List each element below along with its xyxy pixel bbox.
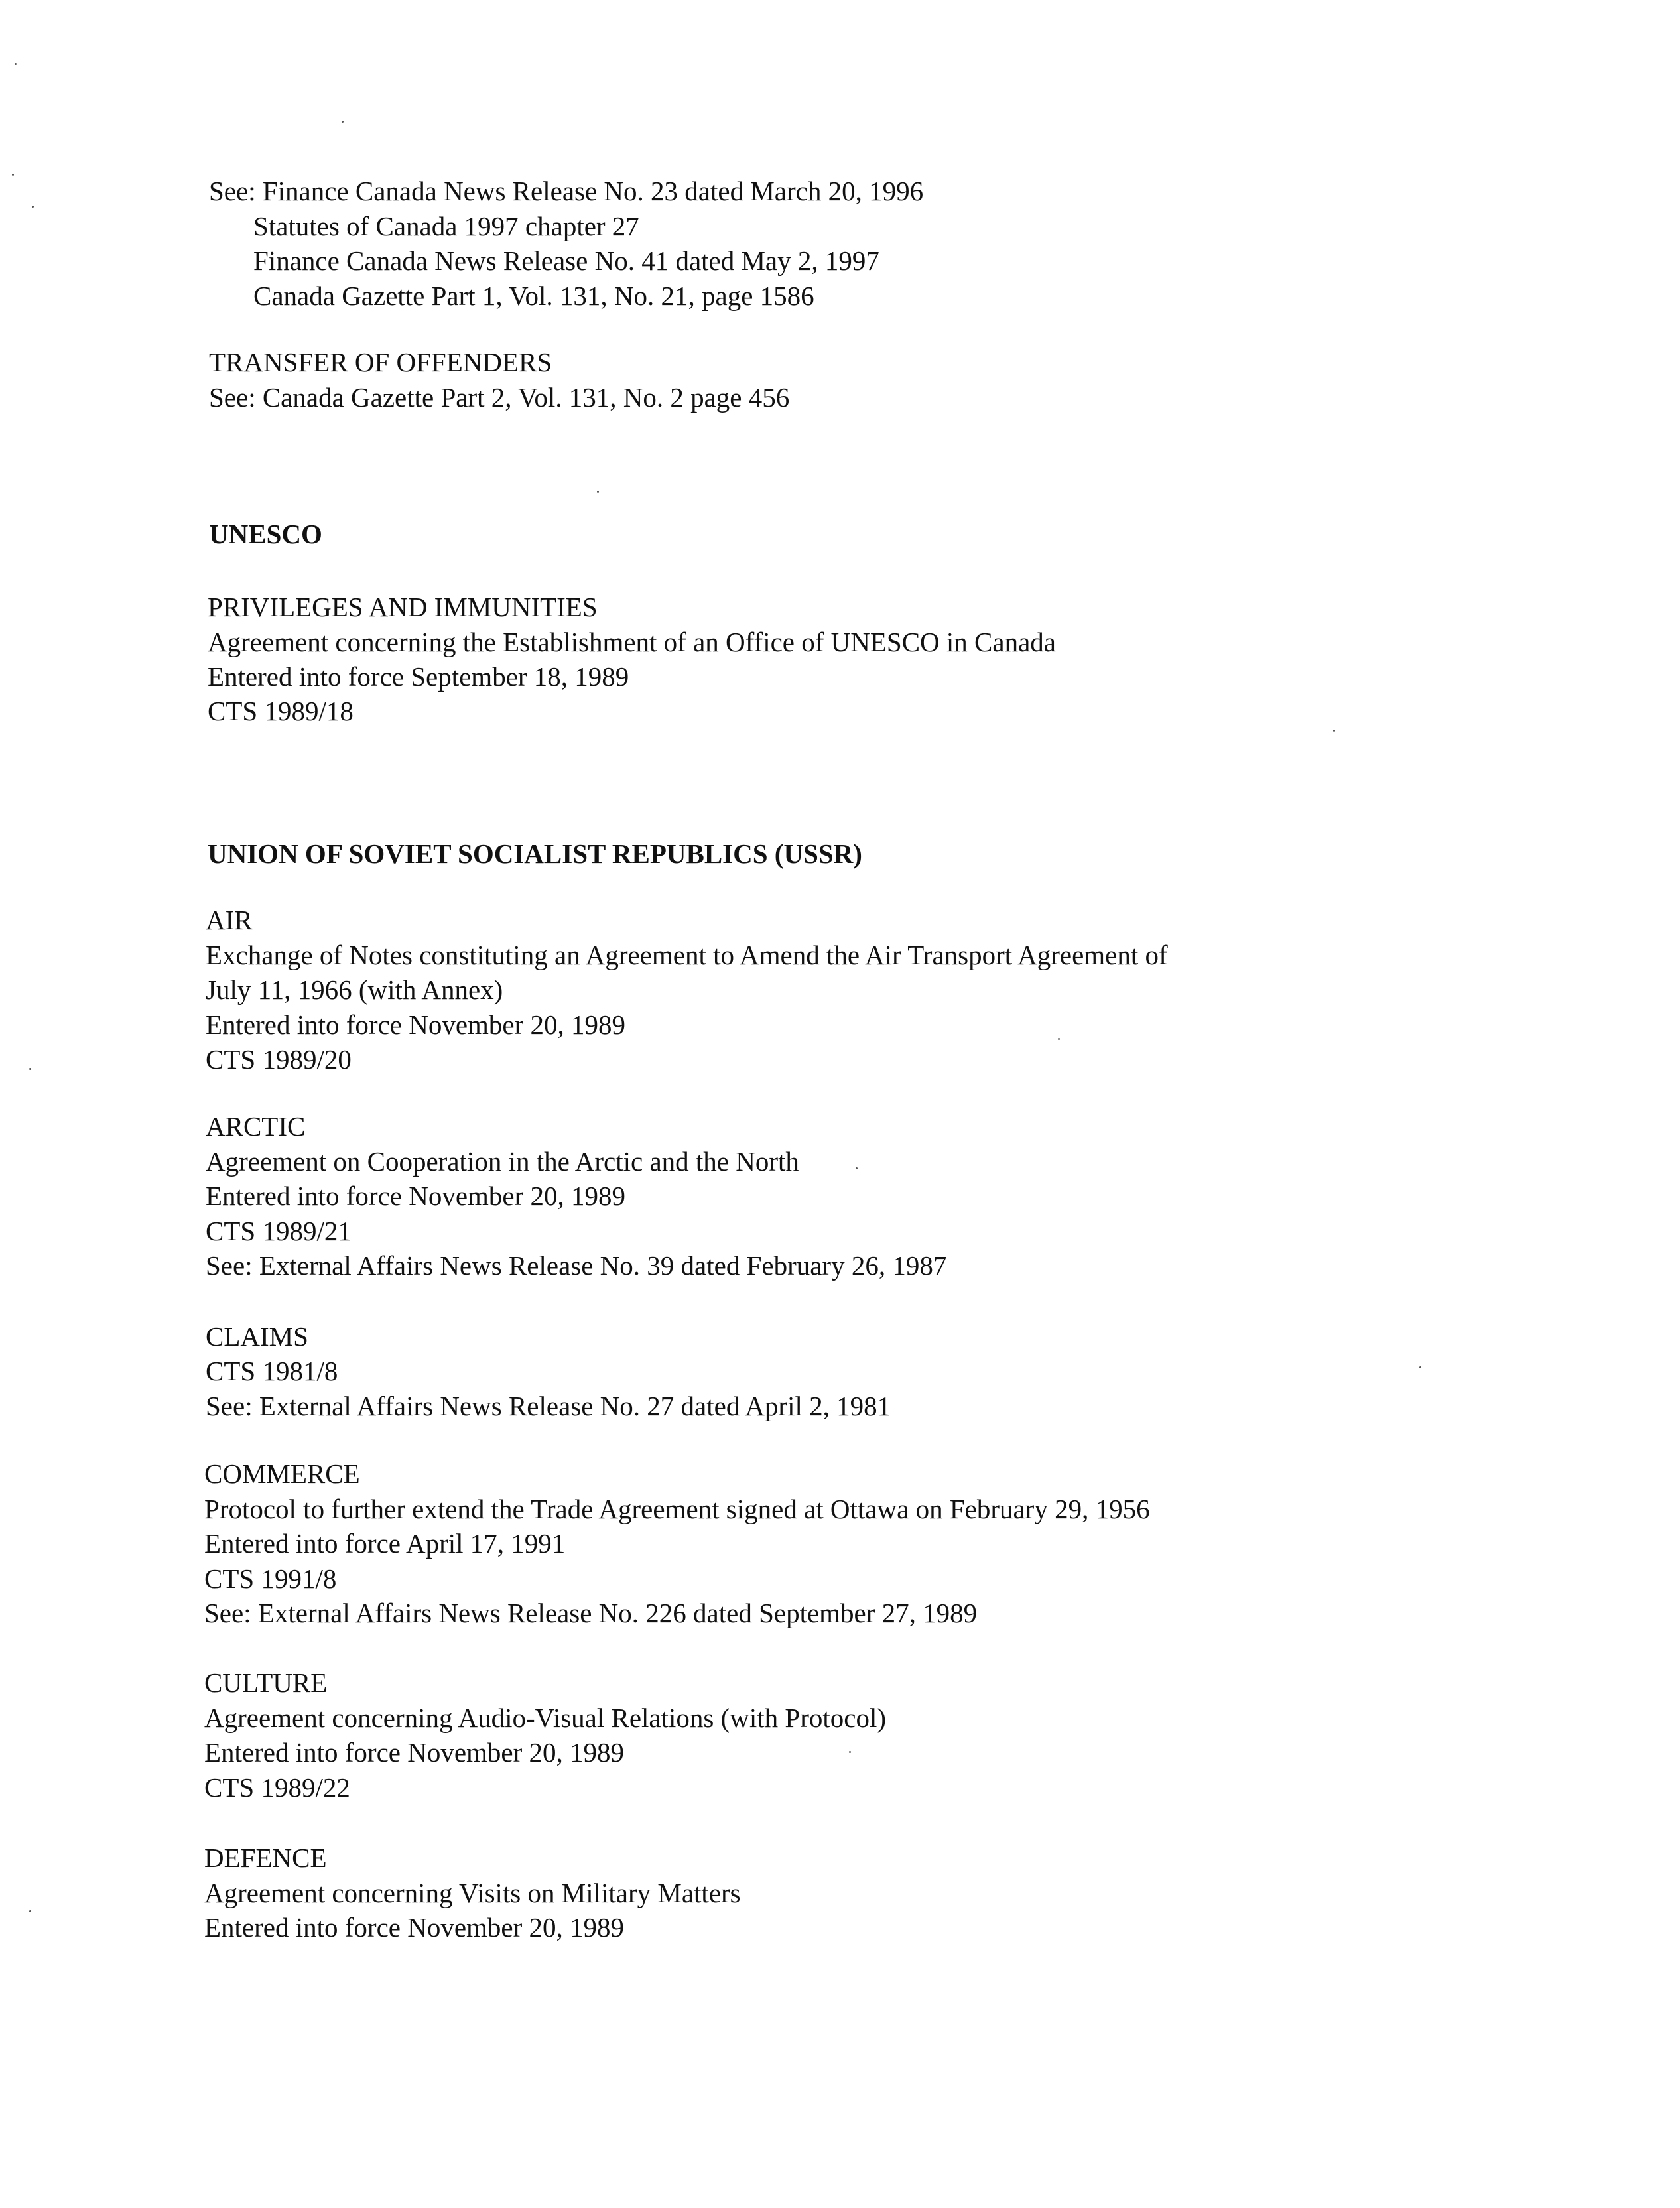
scan-speck: [12, 174, 14, 176]
entry-line: CTS 1989/21: [206, 1216, 352, 1246]
entry-line: CTS 1989/18: [208, 696, 354, 726]
section-heading: UNION OF SOVIET SOCIALIST REPUBLICS (USSR): [208, 838, 862, 869]
entry-line: Exchange of Notes constituting an Agreement to Amend the Air Transport Agreement of: [206, 940, 1168, 970]
scan-speck: [342, 121, 344, 123]
scan-speck: [29, 1068, 31, 1070]
entry-subject: ARCTIC: [206, 1111, 306, 1141]
see-line: Finance Canada News Release No. 41 dated May 2, 1997: [253, 245, 879, 276]
scan-speck: [597, 491, 599, 493]
scan-speck: [856, 1167, 858, 1169]
entry-subject: TRANSFER OF OFFENDERS: [209, 347, 552, 377]
entry-line: July 11, 1966 (with Annex): [206, 974, 503, 1005]
entry-subject: COMMERCE: [204, 1459, 360, 1489]
entry-line: CTS 1991/8: [204, 1563, 337, 1594]
section-heading: UNESCO: [209, 519, 322, 549]
entry-line: See: External Affairs News Release No. 39 dated February 26, 1987: [206, 1250, 947, 1281]
entry-line: Entered into force September 18, 1989: [208, 661, 629, 692]
entry-line: See: External Affairs News Release No. 27 dated April 2, 1981: [206, 1391, 891, 1421]
scan-speck: [849, 1751, 851, 1753]
entry-line: Entered into force April 17, 1991: [204, 1528, 566, 1559]
entry-line: CTS 1989/20: [206, 1044, 352, 1074]
entry-line: Agreement on Cooperation in the Arctic and the North: [206, 1146, 799, 1177]
entry-subject: AIR: [206, 905, 253, 935]
entry-line: Entered into force November 20, 1989: [206, 1009, 626, 1040]
entry-line: Agreement concerning the Establishment of an Office of UNESCO in Canada: [208, 627, 1056, 657]
entry-line: Entered into force November 20, 1989: [204, 1912, 625, 1943]
scan-speck: [1419, 1366, 1421, 1368]
entry-subject: DEFENCE: [204, 1843, 327, 1873]
scan-speck: [32, 206, 34, 208]
entry-line: See: Canada Gazette Part 2, Vol. 131, No. 2 page 456: [209, 382, 790, 413]
scan-speck: [29, 1910, 31, 1912]
entry-subject: PRIVILEGES AND IMMUNITIES: [208, 592, 598, 622]
entry-line: Protocol to further extend the Trade Agreement signed at Ottawa on February 29, 1956: [204, 1494, 1150, 1524]
entry-subject: CLAIMS: [206, 1321, 308, 1352]
entry-subject: CULTURE: [204, 1667, 328, 1698]
entry-line: See: External Affairs News Release No. 226 dated September 27, 1989: [204, 1598, 978, 1628]
see-line: See: Finance Canada News Release No. 23 dated March 20, 1996: [209, 176, 924, 206]
entry-line: Entered into force November 20, 1989: [204, 1737, 625, 1768]
see-line: Canada Gazette Part 1, Vol. 131, No. 21, page 1586: [253, 281, 814, 311]
entry-line: Agreement concerning Audio-Visual Relations (with Protocol): [204, 1703, 887, 1733]
scan-speck: [1058, 1038, 1060, 1040]
scan-speck: [15, 63, 17, 65]
entry-line: Entered into force November 20, 1989: [206, 1181, 626, 1211]
scan-speck: [1333, 730, 1335, 732]
entry-line: Agreement concerning Visits on Military Matters: [204, 1878, 741, 1908]
entry-line: CTS 1989/22: [204, 1772, 350, 1803]
entry-line: CTS 1981/8: [206, 1356, 338, 1386]
see-line: Statutes of Canada 1997 chapter 27: [253, 211, 639, 241]
